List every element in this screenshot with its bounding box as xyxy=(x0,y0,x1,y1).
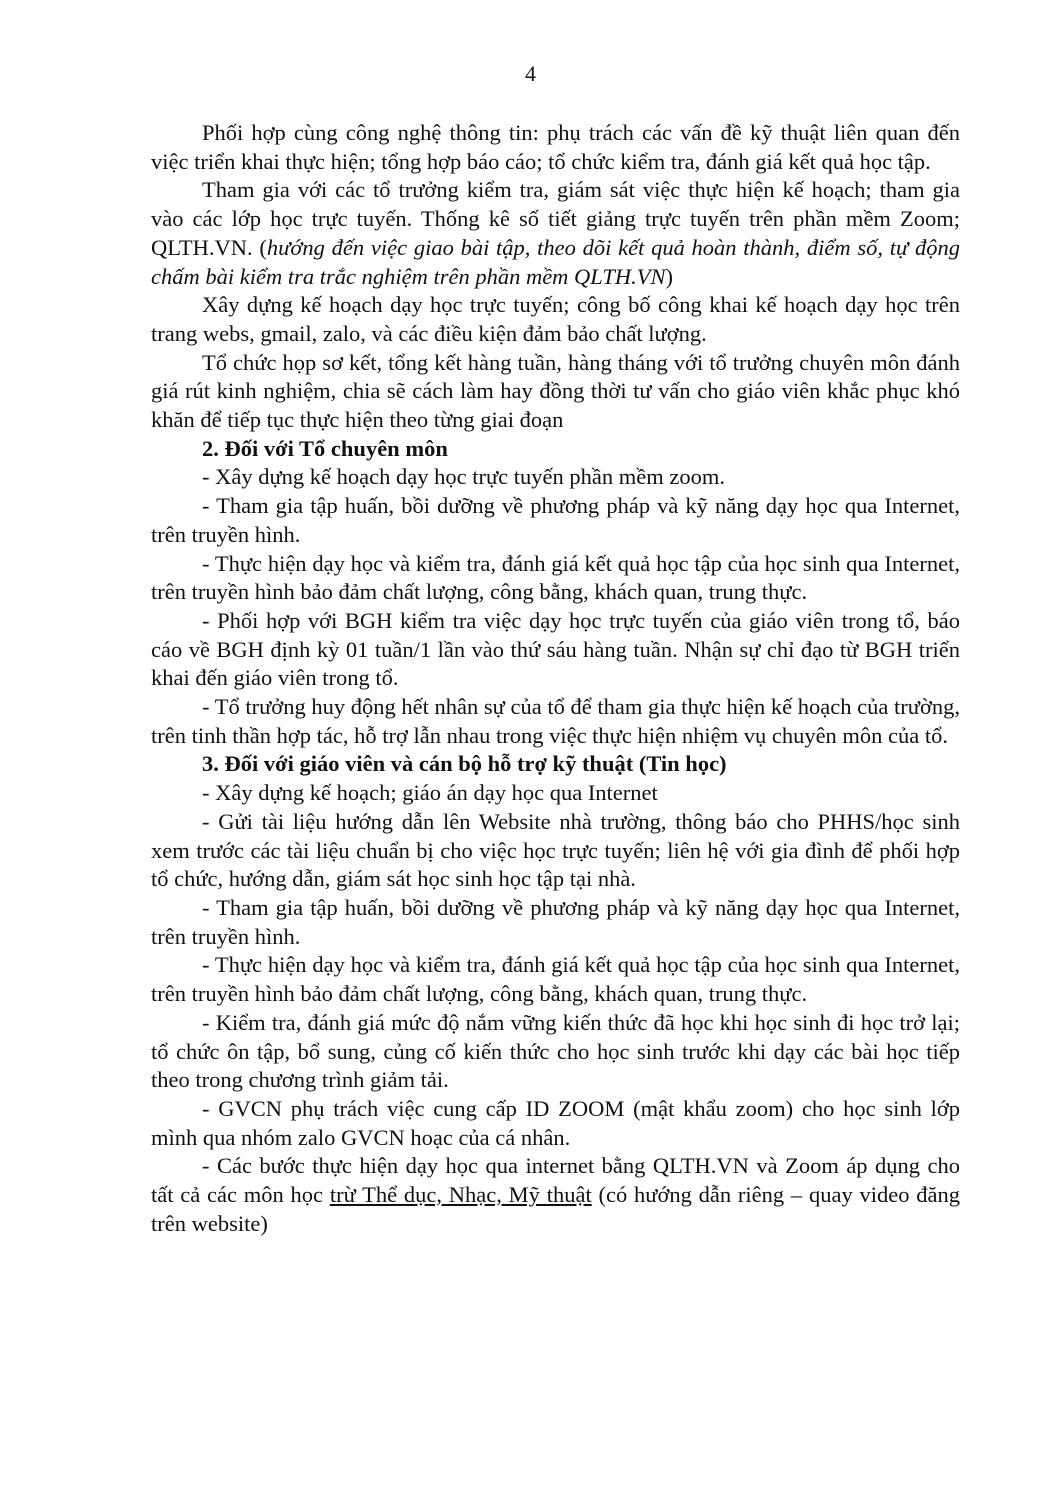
list-item: - Xây dựng kế hoạch dạy học trực tuyến phần mềm zoom. xyxy=(202,464,725,490)
list-item: - Phối hợp với BGH kiểm tra việc dạy học trực tuyến của giáo viên trong tổ, báo cáo về BGH định kỳ 01 tuần/1 lần vào thứ sáu hàng tuần. Nhận sự chỉ đạo từ BGH triển khai đến giáo viên trong tổ. xyxy=(151,607,960,691)
paragraph-text: Tham gia với các tổ trưởng kiểm tra, giám sát việc thực hiện kế hoạch; tham gia vào các lớp học trực tuyến. Thống kê số tiết giảng trực tuyến trên phần mềm Zoom; QLTH.VN. ( xyxy=(151,177,960,260)
paragraph: Phối hợp cùng công nghệ thông tin: phụ trách các vấn đề kỹ thuật liên quan đến việc triển khai thực hiện; tổng hợp báo cáo; tổ chức kiểm tra, đánh giá kết quả học tập. xyxy=(151,120,960,174)
list-item: - Kiểm tra, đánh giá mức độ nắm vững kiến thức đã học khi học sinh đi học trở lại; tổ chức ôn tập, bổ sung, củng cố kiến thức cho học sinh trước khi dạy các bài học tiếp theo trong chương trình giảm tải. xyxy=(151,1009,960,1093)
paragraph: Tổ chức họp sơ kết, tổng kết hàng tuần, hàng tháng với tổ trưởng chuyên môn đánh giá rút kinh nghiệm, chia sẽ cách làm hay đồng thời tư vấn cho giáo viên khắc phục khó khăn để tiếp tục thực hiện theo từng giai đoạn xyxy=(151,349,960,433)
list-item-text: - Các bước thực hiện dạy học qua internet bằng QLTH.VN và Zoom áp dụng cho tất cả các môn học xyxy=(151,1153,960,1208)
list-item: - Gửi tài liệu hướng dẫn lên Website nhà trường, thông báo cho PHHS/học sinh xem trước các tài liệu chuẩn bị cho việc học trực tuyến; liên hệ với gia đình để phối hợp tổ chức, hướng dẫn, giám sát học sinh học tập tại nhà. xyxy=(151,808,960,892)
list-item xyxy=(151,1152,960,1238)
paragraph xyxy=(151,176,960,291)
paragraph-text: ) xyxy=(665,263,674,289)
section-heading: 3. Đối với giáo viên và cán bộ hỗ trợ kỹ thuật (Tin học) xyxy=(202,751,727,777)
paragraph: Xây dựng kế hoạch dạy học trực tuyến; công bố công khai kế hoạch dạy học trên trang webs, gmail, zalo, và các điều kiện đảm bảo chất lượng. xyxy=(151,292,960,346)
list-item: - Xây dựng kế hoạch; giáo án dạy học qua Internet xyxy=(202,780,658,806)
list-item: - Tổ trưởng huy động hết nhân sự của tổ để tham gia thực hiện kế hoạch của trường, trên tinh thần hợp tác, hỗ trợ lẫn nhau trong việc thực hiện nhiệm vụ chuyên môn của tổ. xyxy=(151,694,960,748)
section-heading: 2. Đối với Tổ chuyên môn xyxy=(202,435,448,461)
page-number: 4 xyxy=(525,61,536,86)
list-item: - GVCN phụ trách việc cung cấp ID ZOOM (mật khẩu zoom) cho học sinh lớp mình qua nhóm zalo GVCN hoạc của cá nhân. xyxy=(151,1095,960,1150)
list-item: - Tham gia tập huấn, bồi dưỡng về phương pháp và kỹ năng dạy học qua Internet, trên truyền hình. xyxy=(151,894,960,949)
document-body xyxy=(151,119,960,1238)
list-item: - Thực hiện dạy học và kiểm tra, đánh giá kết quả học tập của học sinh qua Internet, trên truyền hình bảo đảm chất lượng, công bằng, khách quan, trung thực. xyxy=(151,550,960,605)
list-item: - Thực hiện dạy học và kiểm tra, đánh giá kết quả học tập của học sinh qua Internet, trên truyền hình bảo đảm chất lượng, công bằng, khách quan, trung thực. xyxy=(151,952,960,1007)
list-item-text: (có hướng dẫn riêng – quay video đăng trên website) xyxy=(151,1182,960,1236)
list-item: - Tham gia tập huấn, bồi dưỡng về phương pháp và kỹ năng dạy học qua Internet, trên truyền hình. xyxy=(151,493,960,547)
underlined-text: trừ Thể dục, Nhạc, Mỹ thuật xyxy=(329,1182,592,1208)
italic-note: hướng đến việc giao bài tập, theo dõi kết quả hoàn thành, điểm số, tự động chấm bài kiểm tra trắc nghiệm trên phần mềm QLTH.VN xyxy=(151,234,960,289)
